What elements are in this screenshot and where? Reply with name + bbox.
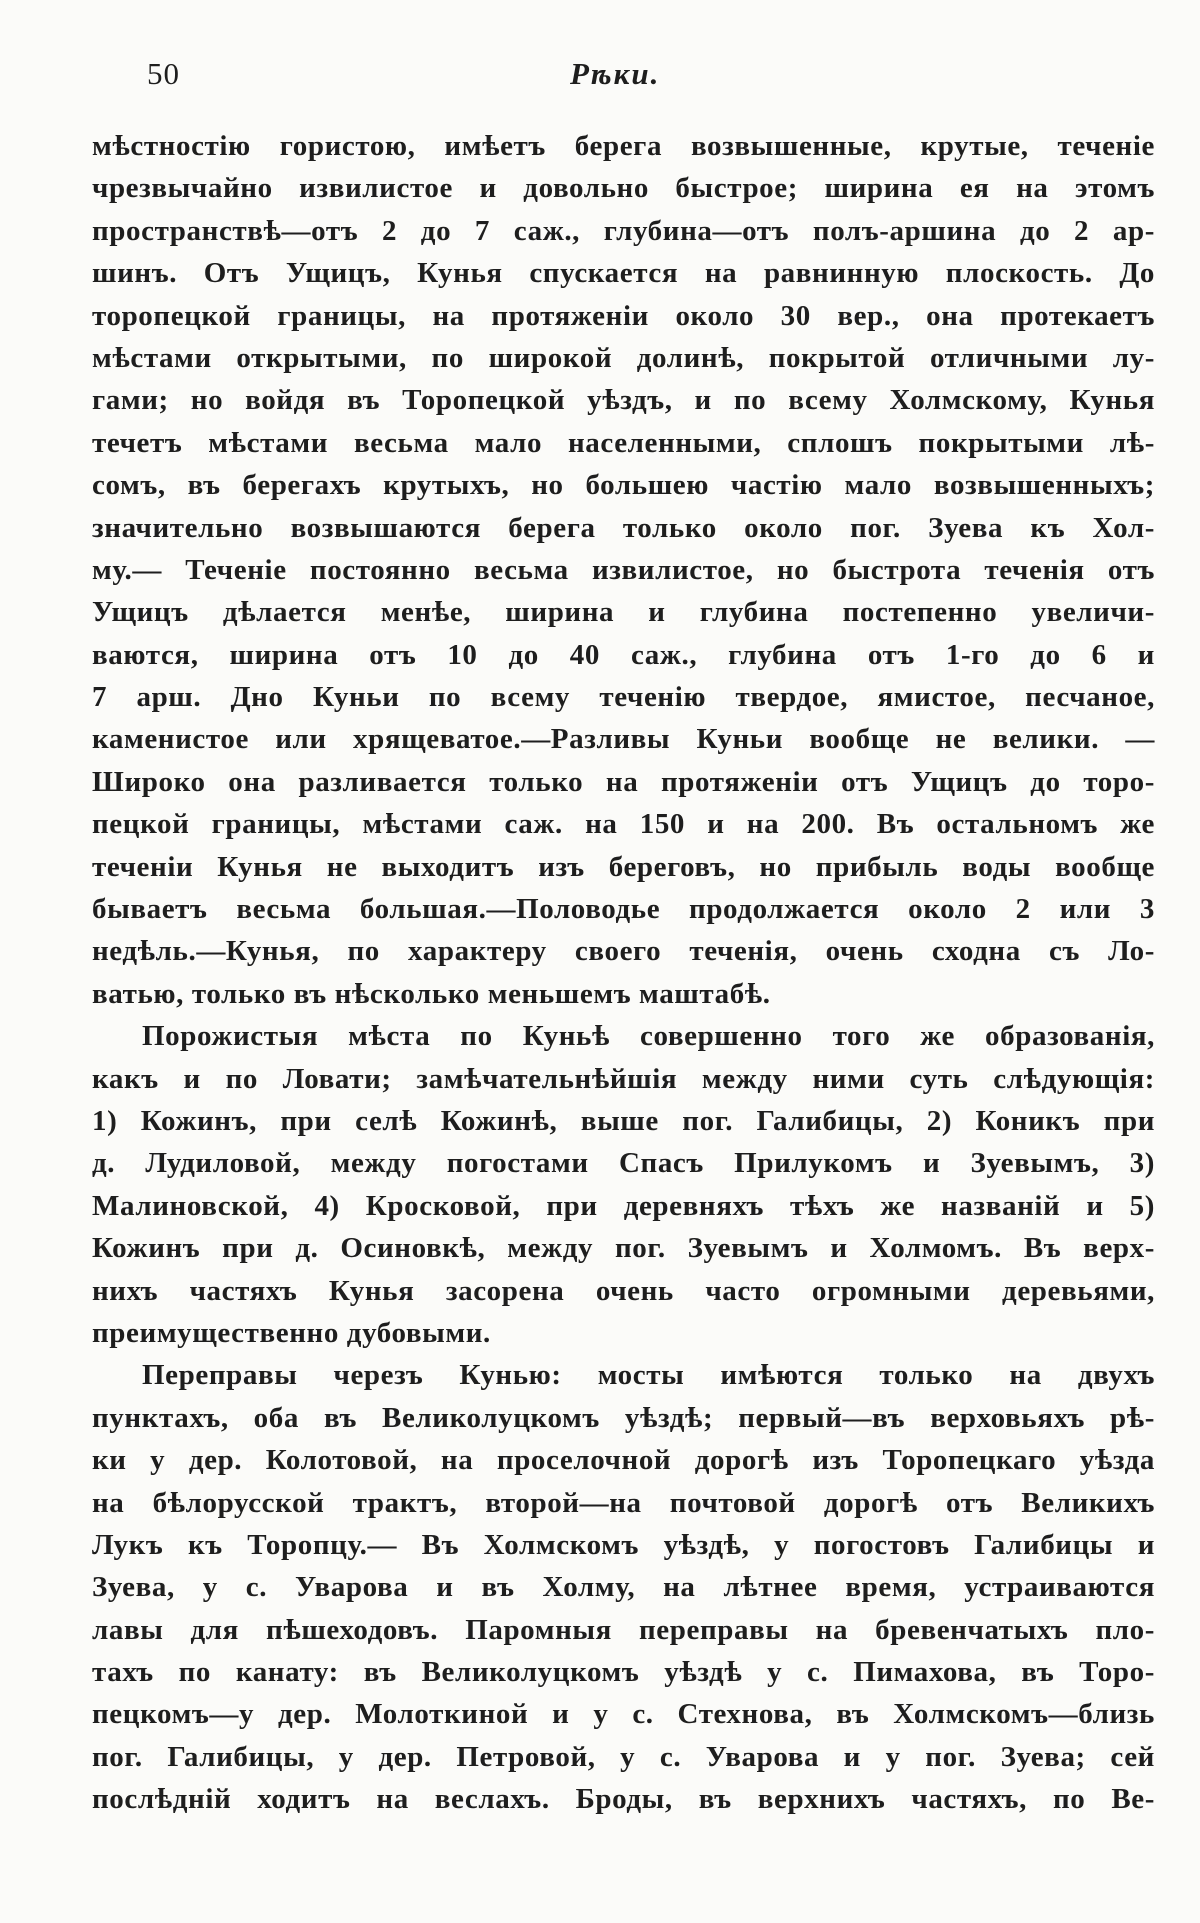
text-line: шинъ. Отъ Ущицъ, Кунья спускается на равнинную плоскость. До [92, 257, 1155, 290]
paragraph-first-line: Порожистыя мѣста по Куньѣ совершенно того же образованія, [142, 1020, 1155, 1053]
paragraph-last-line: преимущественно дубовыми. [92, 1316, 491, 1349]
text-line: бываетъ весьма большая.—Половодье продолжается около 2 или 3 [92, 893, 1155, 926]
text-line: недѣль.—Кунья, по характеру своего теченія, очень сходна съ Ло- [92, 935, 1155, 968]
text-line: сомъ, въ берегахъ крутыхъ, но большею частію мало возвышенныхъ; [92, 469, 1155, 502]
text-line: чрезвычайно извилистое и довольно быстрое; ширина ея на этомъ [92, 172, 1155, 205]
text-line: 7 арш. Дно Куньи по всему теченію твердое, ямистое, песчаное, [92, 681, 1155, 714]
section-title: Рѣки. [570, 56, 661, 91]
text-line: послѣдній ходитъ на веслахъ. Броды, въ верхнихъ частяхъ, по Ве- [92, 1783, 1155, 1816]
text-line: теченіи Кунья не выходитъ изъ береговъ, но прибыль воды вообще [92, 850, 1155, 883]
text-line: Малиновской, 4) Кросковой, при деревняхъ тѣхъ же названій и 5) [92, 1189, 1155, 1222]
text-line: лавы для пѣшеходовъ. Паромныя переправы на бревенчатыхъ пло- [92, 1613, 1155, 1646]
text-line: пунктахъ, оба въ Великолуцкомъ уѣздѣ; первый—въ верховьяхъ рѣ- [92, 1401, 1155, 1434]
text-line: ки у дер. Колотовой, на проселочной дорогѣ изъ Торопецкаго уѣзда [92, 1444, 1155, 1477]
text-line: 1) Кожинъ, при селѣ Кожинѣ, выше пог. Галибицы, 2) Коникъ при [92, 1104, 1155, 1137]
text-line: какъ и по Ловати; замѣчательнѣйшія между ними суть слѣдующія: [92, 1062, 1155, 1095]
paragraph-last-line: ватью, только въ нѣсколько меньшемъ маштабѣ. [92, 977, 771, 1010]
text-line: пог. Галибицы, у дер. Петровой, у с. Уварова и у пог. Зуева; сей [92, 1740, 1155, 1773]
text-line: пецкой границы, мѣстами саж. на 150 и на 200. Въ остальномъ же [92, 808, 1155, 841]
text-line: течетъ мѣстами весьма мало населенными, сплошъ покрытыми лѣ- [92, 426, 1155, 459]
text-line: пространствѣ—отъ 2 до 7 саж., глубина—отъ полъ-аршина до 2 ар- [92, 214, 1155, 247]
page-number: 50 [147, 56, 180, 91]
text-line: мѣстами открытыми, по широкой долинѣ, покрытой отличными лу- [92, 341, 1155, 374]
text-line: Ущицъ дѣлается менѣе, ширина и глубина постепенно увеличи- [92, 596, 1155, 629]
text-line: Кожинъ при д. Осиновкѣ, между пог. Зуевымъ и Холмомъ. Въ верх- [92, 1232, 1155, 1265]
text-line: Зуева, у с. Уварова и въ Холму, на лѣтнее время, устраиваются [92, 1571, 1155, 1604]
text-line: д. Лудиловой, между погостами Спасъ Прилукомъ и Зуевымъ, 3) [92, 1147, 1155, 1180]
text-line: значительно возвышаются берега только около пог. Зуева къ Хол- [92, 511, 1155, 544]
text-line: Широко она разливается только на протяженіи отъ Ущицъ до торо- [92, 765, 1155, 798]
text-line: гами; но войдя въ Торопецкой уѣздъ, и по всему Холмскому, Кунья [92, 384, 1155, 417]
text-line: Лукъ къ Торопцу.— Въ Холмскомъ уѣздѣ, у погостовъ Галибицы и [92, 1528, 1155, 1561]
text-line: торопецкой границы, на протяженіи около 30 вер., она протекаетъ [92, 299, 1155, 332]
text-line: пецкомъ—у дер. Молоткиной и у с. Стехнова, въ Холмскомъ—близь [92, 1698, 1155, 1731]
body-text [92, 125, 1155, 1821]
text-line: тахъ по канату: въ Великолуцкомъ уѣздѣ у с. Пимахова, въ Торо- [92, 1656, 1155, 1689]
text-line: мѣстностію гористою, имѣетъ берега возвышенные, крутые, теченіе [92, 130, 1155, 162]
text-line: нихъ частяхъ Кунья засорена очень часто огромными деревьями, [92, 1274, 1155, 1307]
text-line: ваются, ширина отъ 10 до 40 саж., глубина отъ 1-го до 6 и [92, 638, 1155, 671]
text-line: каменистое или хрящеватое.—Разливы Куньи вообще не велики. — [92, 723, 1155, 756]
paragraph-first-line: Переправы черезъ Кунью: мосты имѣются только на двухъ [142, 1359, 1155, 1392]
text-line: на бѣлорусской трактъ, второй—на почтовой дорогѣ отъ Великихъ [92, 1486, 1155, 1519]
running-header [140, 52, 1155, 102]
text-line: му.— Теченіе постоянно весьма извилистое, но быстрота теченія отъ [92, 553, 1155, 586]
